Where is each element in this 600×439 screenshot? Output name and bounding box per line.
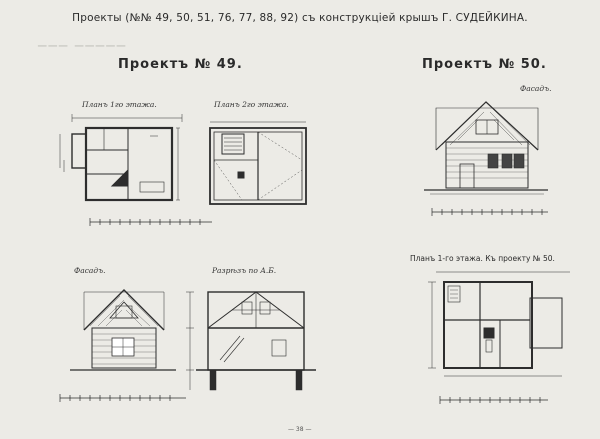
bleed-through-text: ▁▁▁ ▁▁▁▁▁ — [38, 34, 128, 47]
plan-first-floor-label: Планъ 1го этажа. — [82, 100, 157, 109]
project-49-title: Проектъ № 49. — [118, 57, 243, 72]
section-ab-label: Разрѣзъ по А.Б. — [212, 266, 277, 275]
project-50-facade-drawing — [424, 102, 548, 194]
scale-bar-plan-50 — [440, 396, 548, 404]
plan-second-floor-label: Планъ 2го этажа. — [214, 100, 289, 109]
project-50-plan-label: Планъ 1-го этажа. Къ проекту № 50. — [410, 254, 555, 263]
section-ab-drawing — [186, 292, 316, 390]
project-50-plan-drawing — [428, 272, 570, 376]
page-header-title: Проекты (№№ 49, 50, 51, 76, 77, 88, 92) съ конструкціей крышъ Г. СУДЕЙКИНА. — [72, 12, 528, 24]
scale-bar-plans — [90, 218, 212, 226]
project-50-title: Проектъ № 50. — [422, 57, 547, 72]
project-50-facade-label: Фасадъ. — [520, 84, 552, 93]
plan-first-floor-drawing — [60, 114, 182, 200]
project-49-facade-drawing — [70, 290, 176, 370]
plan-second-floor-drawing — [210, 122, 306, 204]
scale-bar-section — [60, 394, 186, 402]
project-49-facade-label: Фасадъ. — [74, 266, 106, 275]
page-number: — 38 — — [288, 426, 312, 433]
scale-bar-facade-50 — [432, 208, 548, 216]
